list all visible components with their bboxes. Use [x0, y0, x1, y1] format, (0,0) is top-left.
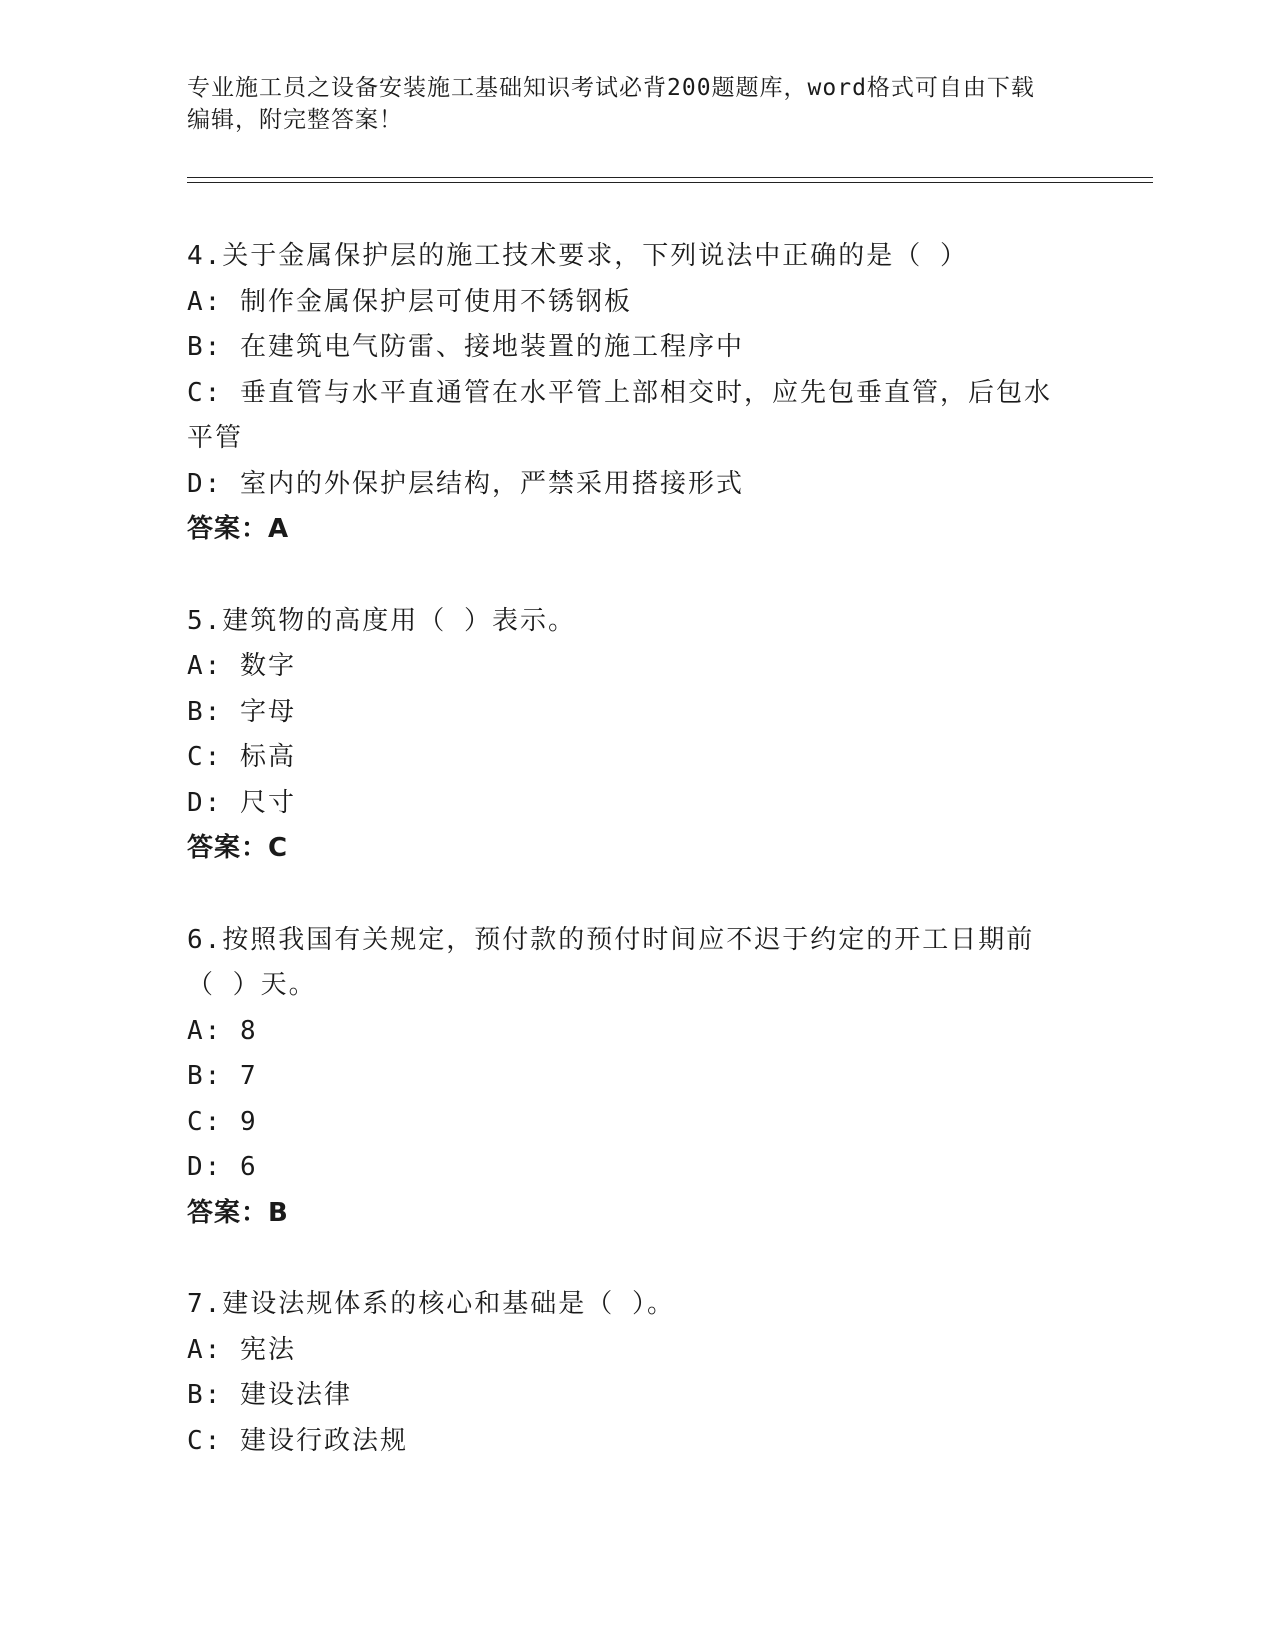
option-b: B: 建设法律: [187, 1380, 352, 1410]
option-a: A: 制作金属保护层可使用不锈钢板: [187, 286, 632, 317]
option-a: A: 宪法: [187, 1334, 296, 1365]
question-4: [187, 234, 1087, 553]
question-stem: 5.建筑物的高度用（ ）表示。: [187, 605, 576, 636]
option-c: C: 9: [187, 1106, 258, 1137]
question-list: [187, 234, 1087, 1510]
option-a: A: 数字: [187, 651, 296, 681]
header-title-line-2: 编辑，附完整答案！: [187, 107, 403, 133]
option-c: C: 标高: [187, 742, 296, 772]
option-d: D: 尺寸: [187, 787, 296, 818]
option-a: A: 8: [187, 1015, 258, 1046]
option-b: B: 7: [187, 1061, 258, 1091]
question-stem-continuation: （ ）天。: [187, 970, 317, 1000]
question-5: [187, 599, 1087, 872]
question-stem: 7.建设法规体系的核心和基础是（ ）。: [187, 1289, 675, 1319]
option-c: C: 垂直管与水平直通管在水平管上部相交时，应先包垂直管，后包水: [187, 377, 1052, 408]
answer-label: 答案：A: [187, 514, 290, 544]
answer-label: 答案：C: [187, 833, 289, 863]
option-b: B: 字母: [187, 696, 296, 727]
option-d: D: 6: [187, 1152, 258, 1182]
option-b: B: 在建筑电气防雷、接地装置的施工程序中: [187, 332, 744, 362]
question-7: [187, 1282, 1087, 1464]
document-header: [187, 72, 1087, 136]
header-title-line-1: 专业施工员之设备安装施工基础知识考试必背200题题库，word格式可自由下载: [187, 75, 1035, 101]
header-divider-bottom: [187, 182, 1153, 183]
answer-label: 答案：B: [187, 1197, 289, 1228]
option-d: D: 室内的外保护层结构，严禁采用搭接形式: [187, 468, 744, 499]
header-divider-top: [187, 177, 1153, 178]
option-c-continuation: 平管: [187, 423, 244, 453]
question-stem: 6.按照我国有关规定，预付款的预付时间应不迟于约定的开工日期前: [187, 924, 1035, 955]
question-stem: 4.关于金属保护层的施工技术要求，下列说法中正确的是（ ）: [187, 241, 968, 271]
question-6: [187, 918, 1087, 1237]
option-c: C: 建设行政法规: [187, 1425, 408, 1456]
